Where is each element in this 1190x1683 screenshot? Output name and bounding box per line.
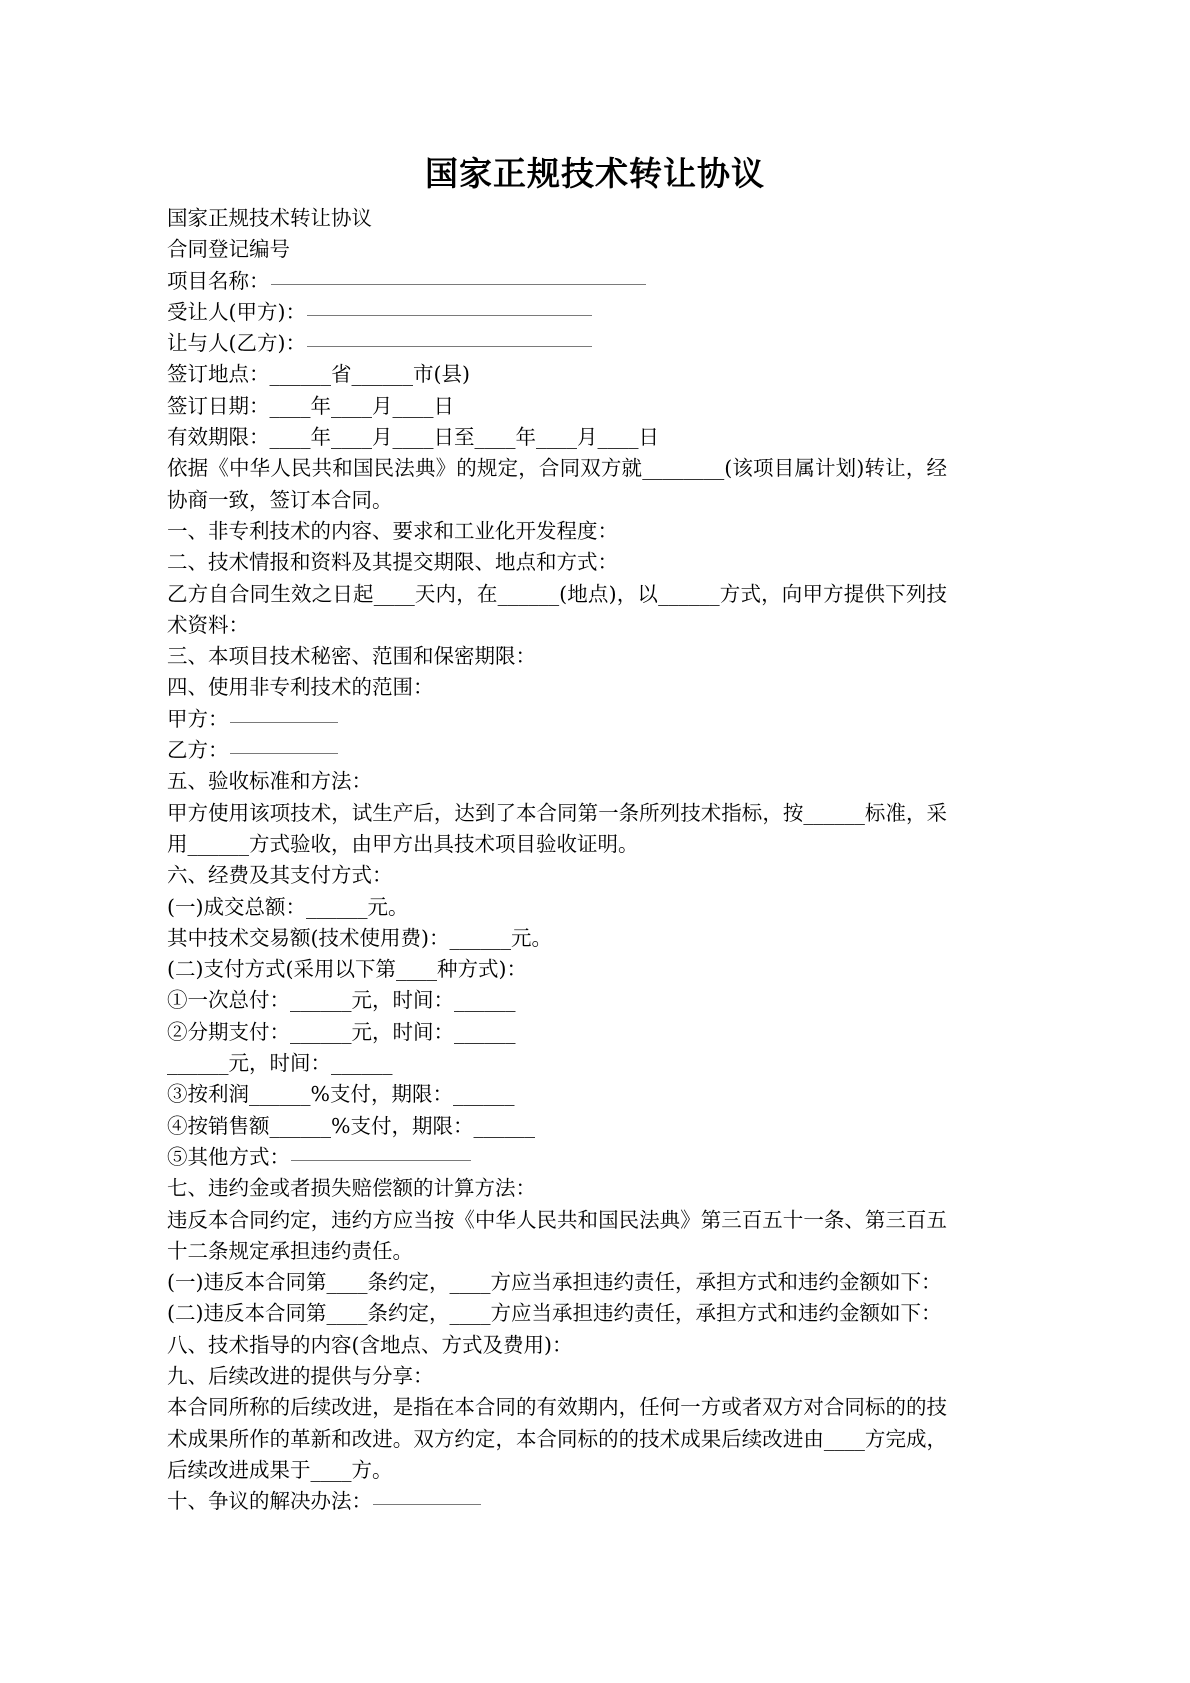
blank-line[interactable] bbox=[291, 1159, 471, 1161]
field-party-b bbox=[167, 735, 947, 766]
field-valid-period: 有效期限：____年____月____日至____年____月____日 bbox=[167, 425, 659, 450]
document-body bbox=[167, 203, 947, 1517]
field-label: 乙方： bbox=[167, 738, 229, 763]
clause-5-heading: 五、验收标准和方法： bbox=[167, 769, 372, 794]
clause-5-body: 甲方使用该项技术，试生产后，达到了本合同第一条所列技术指标，按______标准，采用______方式验收，由甲方出具技术项目验收证明。 bbox=[167, 800, 947, 856]
clause-9-heading: 九、后续改进的提供与分享： bbox=[167, 1363, 434, 1388]
clause-3-heading: 三、本项目技术秘密、范围和保密期限： bbox=[167, 644, 536, 669]
payment-option-2-continued: ______元，时间：______ bbox=[167, 1051, 393, 1076]
clause-7-body: 违反本合同约定，违约方应当按《中华人民共和国民法典》第三百五十一条、第三百五十二条规定承担违约责任。 bbox=[167, 1207, 947, 1263]
field-label: 让与人(乙方)： bbox=[167, 331, 306, 356]
clause-6-total-amount: (一)成交总额：______元。 bbox=[167, 894, 409, 919]
field-label: 十、争议的解决办法： bbox=[167, 1489, 372, 1514]
field-label: 项目名称： bbox=[167, 268, 270, 293]
clause-6-heading: 六、经费及其支付方式： bbox=[167, 863, 393, 888]
field-transferor bbox=[167, 328, 947, 359]
clause-7-heading: 七、违约金或者损失赔偿额的计算方法： bbox=[167, 1176, 536, 1201]
field-signing-date: 签订日期：____年____月____日 bbox=[167, 393, 454, 418]
field-transferee bbox=[167, 297, 947, 328]
clause-6-tech-amount: 其中技术交易额(技术使用费)：______元。 bbox=[167, 925, 552, 950]
paragraph-subtitle: 国家正规技术转让协议 bbox=[167, 206, 372, 230]
field-label: 甲方： bbox=[167, 706, 229, 731]
clause-6-payment-method: (二)支付方式(采用以下第____种方式)： bbox=[167, 957, 527, 982]
clause-4-heading: 四、使用非专利技术的范围： bbox=[167, 675, 434, 700]
clause-2-heading: 二、技术情报和资料及其提交期限、地点和方式： bbox=[167, 550, 618, 575]
blank-line[interactable] bbox=[230, 752, 338, 754]
field-party-a bbox=[167, 704, 947, 735]
payment-option-2: ②分期支付：______元，时间：______ bbox=[167, 1019, 516, 1044]
clause-7-item-1: (一)违反本合同第____条约定，____方应当承担违约责任，承担方式和违约金额如下： bbox=[167, 1270, 942, 1295]
payment-option-4: ④按销售额______%支付，期限：______ bbox=[167, 1113, 535, 1138]
clause-7-item-2: (二)违反本合同第____条约定，____方应当承担违约责任，承担方式和违约金额如下： bbox=[167, 1301, 942, 1326]
clause-1-heading: 一、非专利技术的内容、要求和工业化开发程度： bbox=[167, 518, 618, 543]
paragraph-contract-reg-no: 合同登记编号 bbox=[167, 237, 290, 262]
page-title: 国家正规技术转让协议 bbox=[425, 154, 765, 193]
blank-line[interactable] bbox=[230, 721, 338, 723]
field-project-name bbox=[167, 266, 947, 297]
field-signing-place: 签订地点：______省______市(县) bbox=[167, 362, 470, 387]
paragraph-legal-basis: 依据《中华人民共和国民法典》的规定，合同双方就________(该项目属计划)转让，经协商一致，签订本合同。 bbox=[167, 456, 947, 512]
clause-8-heading: 八、技术指导的内容(含地点、方式及费用)： bbox=[167, 1332, 573, 1357]
clause-9-body: 本合同所称的后续改进，是指在本合同的有效期内，任何一方或者双方对合同标的的技术成果所作的革新和改进。双方约定，本合同标的的技术成果后续改进由____方完成，后续改进成果于____方。 bbox=[167, 1395, 947, 1482]
clause-2-body: 乙方自合同生效之日起____天内，在______(地点)，以______方式，向甲方提供下列技术资料： bbox=[167, 581, 947, 637]
payment-option-5 bbox=[167, 1142, 947, 1173]
field-label: 受让人(甲方)： bbox=[167, 299, 306, 324]
payment-option-3: ③按利润______%支付，期限：______ bbox=[167, 1082, 515, 1107]
clause-10-heading bbox=[167, 1486, 947, 1517]
field-label: ⑤其他方式： bbox=[167, 1144, 290, 1169]
blank-line[interactable] bbox=[307, 345, 592, 347]
blank-line[interactable] bbox=[271, 283, 646, 285]
blank-line[interactable] bbox=[307, 314, 592, 316]
payment-option-1: ①一次总付：______元，时间：______ bbox=[167, 988, 516, 1013]
blank-line[interactable] bbox=[373, 1503, 481, 1505]
